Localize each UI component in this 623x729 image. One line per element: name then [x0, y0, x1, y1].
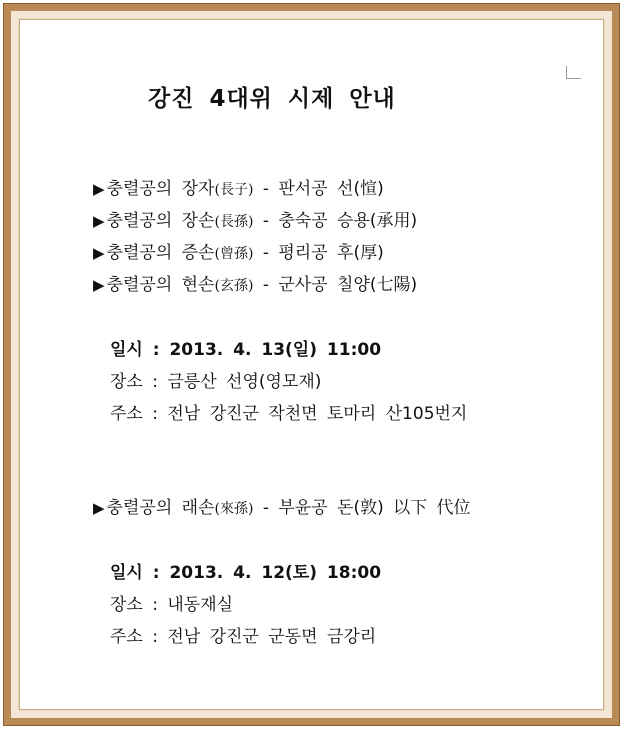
margin-corner-mark — [566, 66, 581, 79]
bullet-icon: ▶ — [93, 180, 105, 198]
item-hanja: (曾孫) — [214, 246, 254, 262]
bullet-icon: ▶ — [93, 244, 105, 262]
event-datetime: 일시 : 2013. 4. 13(일) 11:00 — [110, 340, 382, 360]
item-hanja: (長孫) — [214, 214, 254, 230]
item-hanja: (長子) — [214, 182, 254, 198]
list-item — [93, 238, 384, 263]
item-prefix: 충렬공의 래손 — [106, 498, 215, 518]
page-title: 강진 4대위 시제 안내 — [148, 86, 396, 112]
list-item — [93, 174, 384, 199]
item-suffix: - 평리공 후(厚) — [253, 243, 384, 263]
bullet-icon: ▶ — [93, 276, 105, 294]
event-address: 주소 : 전남 강진군 군동면 금강리 — [110, 627, 377, 647]
item-suffix: - 판서공 선(愃) — [253, 179, 384, 199]
list-item — [93, 206, 417, 231]
list-item — [93, 270, 417, 295]
event-place: 장소 : 내동재실 — [110, 595, 234, 615]
bullet-icon: ▶ — [93, 499, 105, 517]
item-prefix: 충렬공의 현손 — [106, 275, 215, 295]
event-datetime: 일시 : 2013. 4. 12(토) 18:00 — [110, 563, 382, 583]
item-prefix: 충렬공의 증손 — [106, 243, 215, 263]
list-item — [93, 493, 471, 518]
item-hanja: (來孫) — [214, 501, 254, 517]
item-prefix: 충렬공의 장자 — [106, 179, 215, 199]
bullet-icon: ▶ — [93, 212, 105, 230]
item-hanja: (玄孫) — [214, 278, 254, 294]
item-suffix: - 부윤공 돈(敦) 以下 代位 — [253, 498, 471, 518]
item-prefix: 충렬공의 장손 — [106, 211, 215, 231]
event-place: 장소 : 금릉산 선영(영모재) — [110, 372, 322, 392]
item-suffix: - 충숙공 승용(承用) — [253, 211, 418, 231]
item-suffix: - 군사공 칠양(七陽) — [253, 275, 418, 295]
event-address: 주소 : 전남 강진군 작천면 토마리 산105번지 — [110, 404, 468, 424]
